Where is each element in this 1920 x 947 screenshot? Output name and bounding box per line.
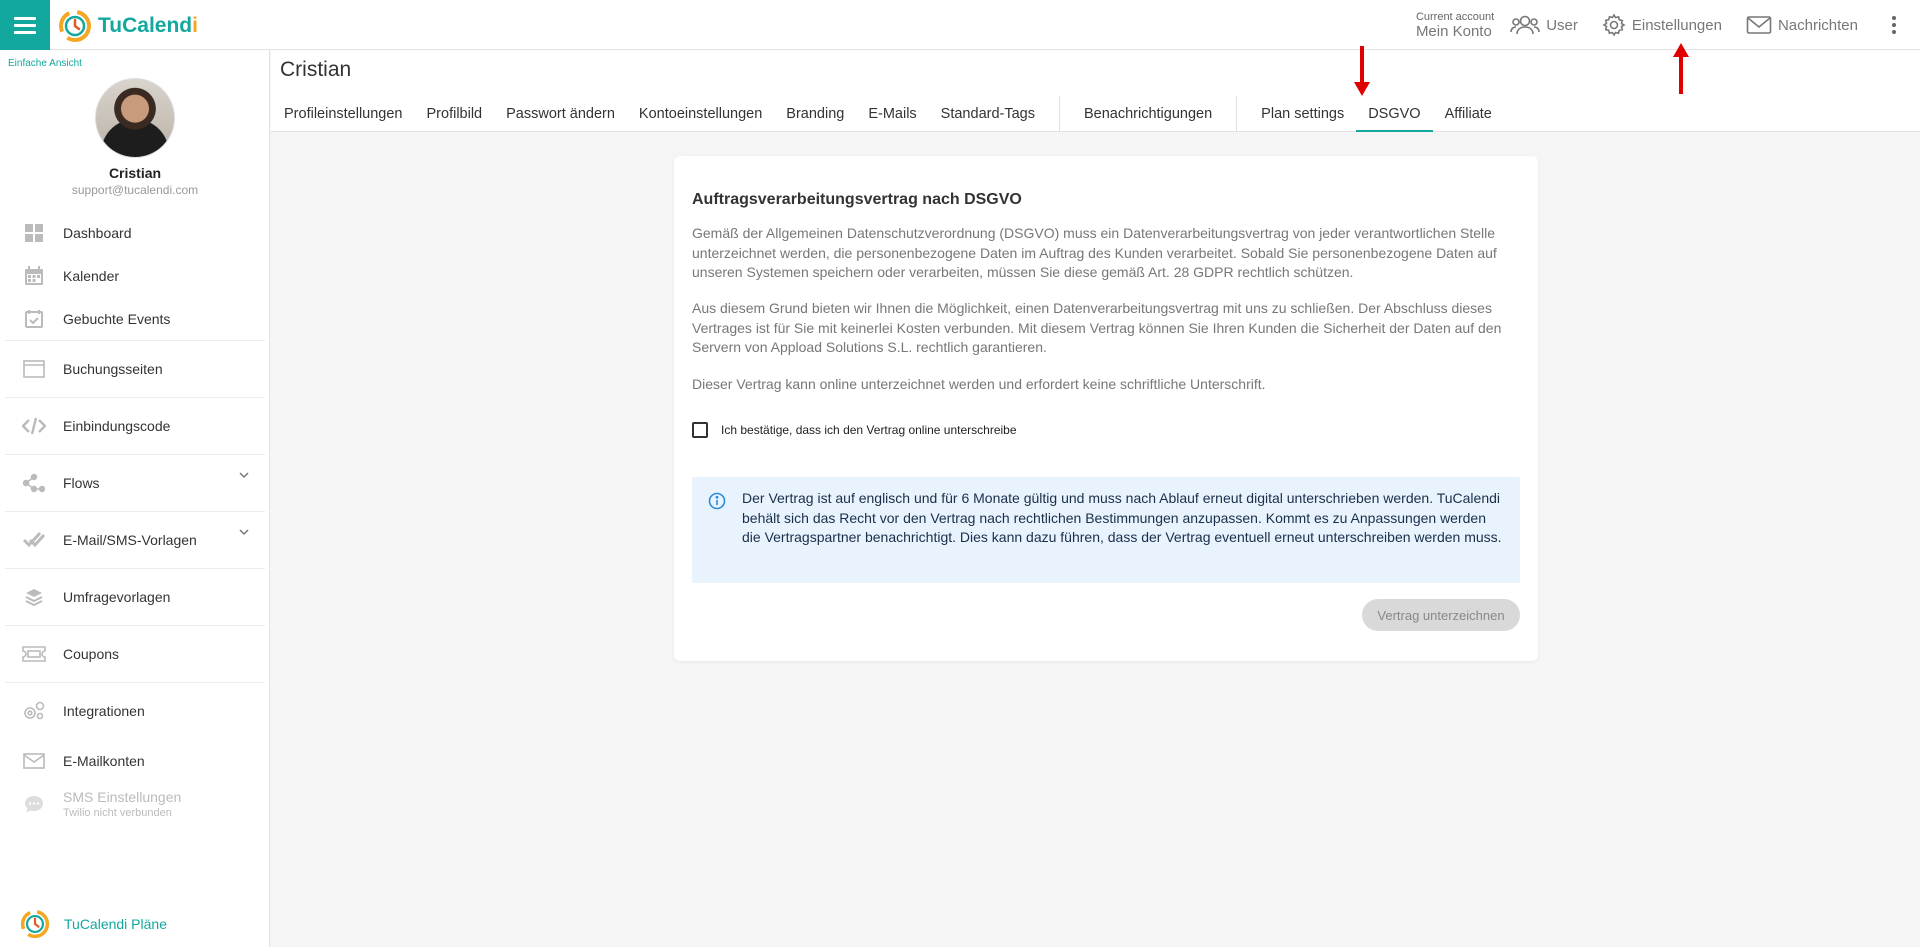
sidebar-item-label: Flows bbox=[63, 475, 100, 491]
layers-icon bbox=[22, 585, 46, 609]
sidebar-item-label: Coupons bbox=[63, 646, 120, 662]
gear-icon bbox=[1602, 13, 1626, 37]
tab-dsgvo[interactable]: DSGVO bbox=[1356, 96, 1432, 132]
envelope-icon bbox=[1746, 15, 1772, 35]
user-label: User bbox=[1546, 16, 1578, 34]
tab-branding[interactable]: Branding bbox=[786, 106, 845, 122]
tab-account-settings[interactable]: Kontoeinstellungen bbox=[638, 106, 763, 122]
sidebar-item-email-accounts[interactable] bbox=[0, 739, 270, 782]
sidebar-item-label: E-Mailkonten bbox=[63, 752, 145, 769]
current-account-caption: Current account bbox=[1415, 10, 1495, 23]
flow-icon bbox=[22, 471, 46, 495]
dsgvo-paragraph-2: Aus diesem Grund bieten wir Ihnen die Möglichkeit, einen Datenverarbeitungsvertrag mit uns zu schließen. Der Abschluss dieses Vertrages ist für Sie mit keinerlei Kosten verbunden. Mit diesem Vertrag können Sie Ihren Kunden die Sicherheit der Daten auf den Servern von Appload Solutions S.L. rechtlich garantieren. bbox=[692, 300, 1502, 355]
sidebar-item-label: Umfragevorlagen bbox=[63, 589, 171, 605]
tab-divider bbox=[1236, 96, 1237, 132]
dsgvo-paragraph-1: Gemäß der Allgemeinen Datenschutzverordnung (DSGVO) muss ein Datenverarbeitungsvertrag von jeder verantwortlichen Stelle unterzeichnet werden, die personenbezogene Daten im Auftrag des Kunden verarbeitet. Sobald Sie personenbezogene Daten auf unseren Systemen speichern oder verarbeiten, müssen Sie diese gemäß Art. 28 GDPR rechtlich schützen. bbox=[692, 225, 1497, 280]
page-title: Cristian bbox=[280, 58, 352, 81]
card-title: Auftragsverarbeitungsvertrag nach DSGVO bbox=[692, 191, 1022, 208]
sidebar-nav bbox=[0, 211, 270, 826]
users-icon bbox=[1510, 14, 1540, 36]
sidebar-item-label: Gebuchte Events bbox=[63, 310, 171, 327]
profile-name: Cristian bbox=[108, 165, 162, 181]
sidebar-item-booking-pages[interactable] bbox=[0, 341, 270, 397]
avatar[interactable] bbox=[95, 78, 175, 158]
tab-profile-settings[interactable]: Profileinstellungen bbox=[284, 106, 403, 122]
tab-notifications[interactable]: Benachrichtigungen bbox=[1083, 106, 1213, 122]
tucalendi-logo-icon bbox=[20, 909, 50, 939]
info-notice bbox=[692, 477, 1520, 583]
calendar-icon bbox=[22, 264, 46, 288]
sidebar-item-label: Buchungsseiten bbox=[63, 361, 163, 377]
brand-logo[interactable] bbox=[58, 9, 198, 43]
settings-label: Einstellungen bbox=[1631, 16, 1722, 34]
sidebar-item-label: E-Mail/SMS-Vorlagen bbox=[63, 532, 197, 548]
info-notice-text: Der Vertrag ist auf englisch und für 6 Monate gültig und muss nach Ablauf erneut digital unterschrieben werden. TuCalendi behält sich das Recht vor den Vertrag nach rechtlichen Bestimmungen anzupassen. Kommt es zu Anpassungen werden die Vertragspartner benachrichtigt. Dies kann dazu führen, dass der Vertrag eventuell erneut unterschreiben werden muss. bbox=[742, 490, 1502, 546]
calendar-check-icon bbox=[22, 307, 46, 331]
tab-standard-tags[interactable]: Standard-Tags bbox=[940, 106, 1035, 122]
settings-button[interactable] bbox=[1602, 13, 1722, 37]
sidebar-item-coupons[interactable] bbox=[0, 626, 270, 682]
sidebar-item-sms-settings bbox=[0, 782, 270, 826]
messages-button[interactable] bbox=[1746, 15, 1858, 35]
sidebar-item-label: Einbindungscode bbox=[63, 418, 171, 434]
sidebar-item-integrations[interactable] bbox=[0, 683, 270, 739]
dashboard-icon bbox=[22, 221, 46, 245]
brand-name: TuCalendi bbox=[98, 14, 198, 37]
settings-tabs bbox=[271, 96, 1504, 132]
red-arrow-up-annotation bbox=[1671, 40, 1691, 96]
confirm-signature-checkbox[interactable] bbox=[692, 422, 708, 438]
sidebar bbox=[0, 50, 270, 947]
tucalendi-logo-icon bbox=[58, 9, 92, 43]
sidebar-item-calendar[interactable] bbox=[0, 254, 270, 297]
tab-profile-picture[interactable]: Profilbild bbox=[426, 106, 483, 122]
ticket-icon bbox=[22, 642, 46, 666]
menu-toggle-button[interactable] bbox=[0, 0, 50, 50]
profile-card bbox=[0, 78, 270, 197]
current-account-name: Mein Konto bbox=[1415, 22, 1492, 40]
double-check-icon bbox=[22, 528, 46, 552]
dsgvo-card bbox=[674, 156, 1538, 661]
chevron-down-icon bbox=[238, 469, 250, 481]
info-icon bbox=[708, 492, 726, 510]
chat-bubble-icon bbox=[22, 792, 46, 816]
sidebar-item-label: Dashboard bbox=[63, 224, 132, 241]
gears-icon bbox=[22, 699, 46, 723]
sidebar-item-email-sms-templates[interactable] bbox=[0, 512, 270, 568]
sidebar-item-flows[interactable] bbox=[0, 455, 270, 511]
plans-label: TuCalendi Pläne bbox=[64, 916, 167, 932]
chevron-down-icon bbox=[238, 526, 250, 538]
confirm-signature-label: Ich bestätige, dass ich den Vertrag online unterschreibe bbox=[721, 423, 1017, 437]
simple-view-link[interactable]: Einfache Ansicht bbox=[8, 58, 82, 69]
envelope-icon bbox=[22, 749, 46, 773]
sms-settings-status: Twilio nicht verbunden bbox=[63, 807, 172, 819]
tab-plan-settings[interactable]: Plan settings bbox=[1261, 106, 1345, 122]
tab-divider bbox=[1059, 96, 1060, 132]
top-bar bbox=[0, 0, 1920, 50]
confirm-signature-checkbox-row[interactable] bbox=[692, 422, 1017, 438]
sms-settings-label: SMS Einstellungen bbox=[63, 789, 182, 805]
sign-contract-button[interactable]: Vertrag unterzeichnen bbox=[1362, 599, 1520, 631]
sidebar-item-embed-code[interactable] bbox=[0, 398, 270, 454]
red-arrow-down-annotation bbox=[1352, 44, 1372, 100]
tab-affiliate[interactable]: Affiliate bbox=[1444, 106, 1492, 122]
messages-label: Nachrichten bbox=[1777, 16, 1858, 34]
current-account-switcher[interactable] bbox=[1416, 12, 1494, 39]
sidebar-item-survey-templates[interactable] bbox=[0, 569, 270, 625]
sidebar-item-dashboard[interactable] bbox=[0, 211, 270, 254]
more-options-icon[interactable] bbox=[1882, 15, 1906, 36]
dsgvo-paragraph-3: Dieser Vertrag kann online unterzeichnet werden und erfordert keine schriftliche Unterschrift. bbox=[692, 376, 1266, 392]
sidebar-item-label: Kalender bbox=[63, 267, 120, 284]
user-menu-button[interactable] bbox=[1510, 14, 1578, 36]
tab-change-password[interactable]: Passwort ändern bbox=[506, 106, 615, 122]
sidebar-item-booked-events[interactable] bbox=[0, 297, 270, 340]
browser-window-icon bbox=[22, 357, 46, 381]
code-icon bbox=[22, 414, 46, 438]
plans-link[interactable] bbox=[20, 909, 167, 939]
hamburger-icon bbox=[14, 15, 36, 36]
profile-email: support@tucalendi.com bbox=[71, 183, 199, 197]
tab-emails[interactable]: E-Mails bbox=[868, 106, 917, 122]
sidebar-item-label: Integrationen bbox=[63, 703, 145, 719]
